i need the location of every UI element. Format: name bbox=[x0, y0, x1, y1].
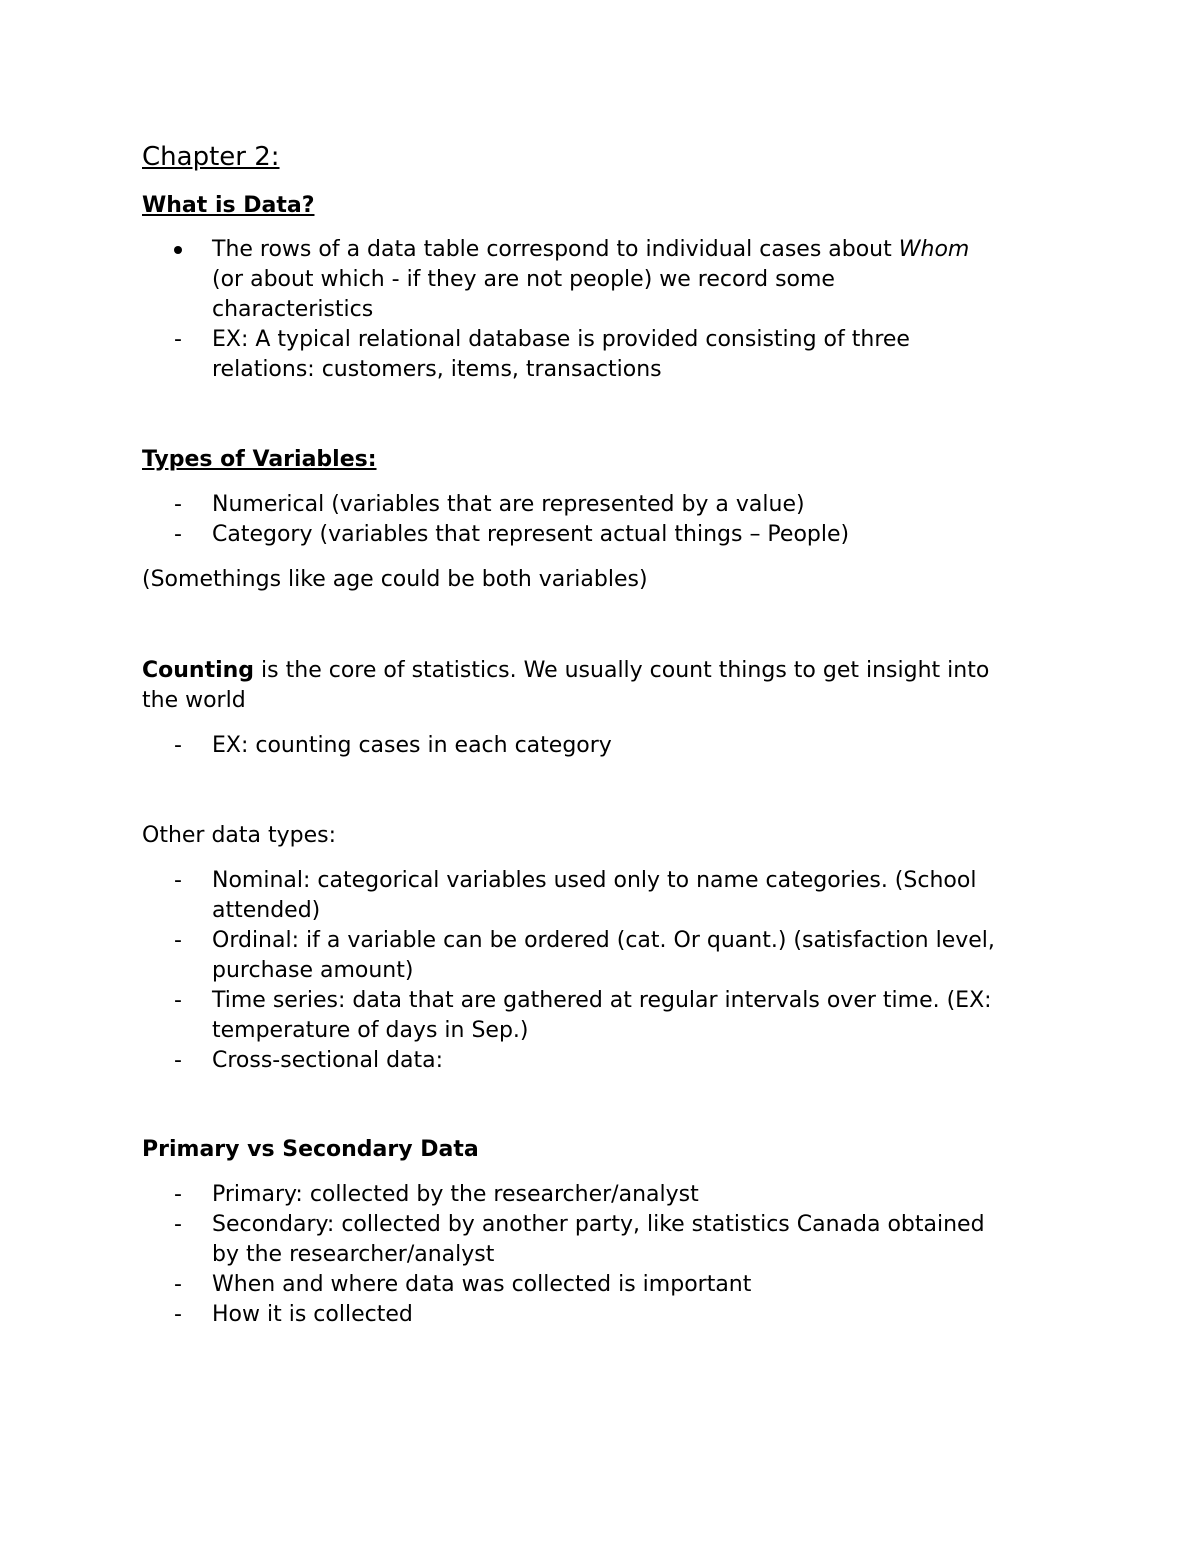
dash-marker: - bbox=[174, 733, 182, 758]
list-item: - Category (variables that represent actual things – People) bbox=[142, 520, 849, 550]
dash-marker: - bbox=[174, 868, 182, 893]
list-item: - How it is collected bbox=[142, 1300, 985, 1330]
primary-secondary-list bbox=[142, 1180, 985, 1330]
list-item: - Nominal: categorical variables used only to name categories. (School attended) bbox=[174, 868, 977, 923]
list-item: - Primary: collected by the researcher/analyst bbox=[142, 1180, 985, 1210]
list-item: - When and where data was collected is important bbox=[142, 1270, 985, 1300]
chapter-title: Chapter 2: bbox=[142, 142, 280, 172]
dash-marker: - bbox=[174, 1182, 182, 1207]
dash-marker: - bbox=[174, 1048, 182, 1073]
other-types-list bbox=[142, 866, 995, 1076]
dash-marker: - bbox=[174, 988, 182, 1013]
dash-marker: - bbox=[174, 327, 182, 352]
what-is-data-list bbox=[142, 235, 969, 385]
dash-marker: - bbox=[174, 1212, 182, 1237]
dash-marker: - bbox=[174, 928, 182, 953]
dash-marker: - bbox=[174, 1272, 182, 1297]
dash-marker: - bbox=[174, 492, 182, 517]
bullet-icon bbox=[174, 246, 182, 254]
dash-marker: - bbox=[174, 522, 182, 547]
list-item: - Numerical (variables that are represented by a value) bbox=[142, 490, 849, 520]
heading-types-of-variables: Types of Variables: bbox=[142, 447, 377, 472]
types-list bbox=[142, 490, 849, 550]
heading-other-data-types: Other data types: bbox=[142, 823, 337, 848]
types-note: (Somethings like age could be both variables) bbox=[142, 567, 648, 592]
list-item: - Secondary: collected by another party, like statistics Canada obtained by the researcher/analyst bbox=[174, 1212, 985, 1267]
counting-paragraph: Counting is the core of statistics. We usually count things to get insight into the world bbox=[142, 658, 990, 713]
counting-list bbox=[142, 731, 612, 761]
list-item: - EX: counting cases in each category bbox=[142, 731, 612, 761]
list-item: The rows of a data table correspond to individual cases about Whom (or about which - if they are not people) we record some characteristics bbox=[142, 235, 969, 325]
list-item: - EX: A typical relational database is provided consisting of three relations: customers, items, transactions bbox=[174, 327, 910, 382]
list-item: - Ordinal: if a variable can be ordered (cat. Or quant.) (satisfaction level, purchase amount) bbox=[174, 928, 995, 983]
heading-primary-vs-secondary: Primary vs Secondary Data bbox=[142, 1137, 479, 1162]
dash-marker: - bbox=[174, 1302, 182, 1327]
list-item: - Time series: data that are gathered at regular intervals over time. (EX: temperature of days in Sep.) bbox=[174, 988, 992, 1043]
heading-what-is-data: What is Data? bbox=[142, 193, 315, 218]
list-item: - Cross-sectional data: bbox=[142, 1046, 995, 1076]
counting-bold-word: Counting bbox=[142, 658, 255, 683]
